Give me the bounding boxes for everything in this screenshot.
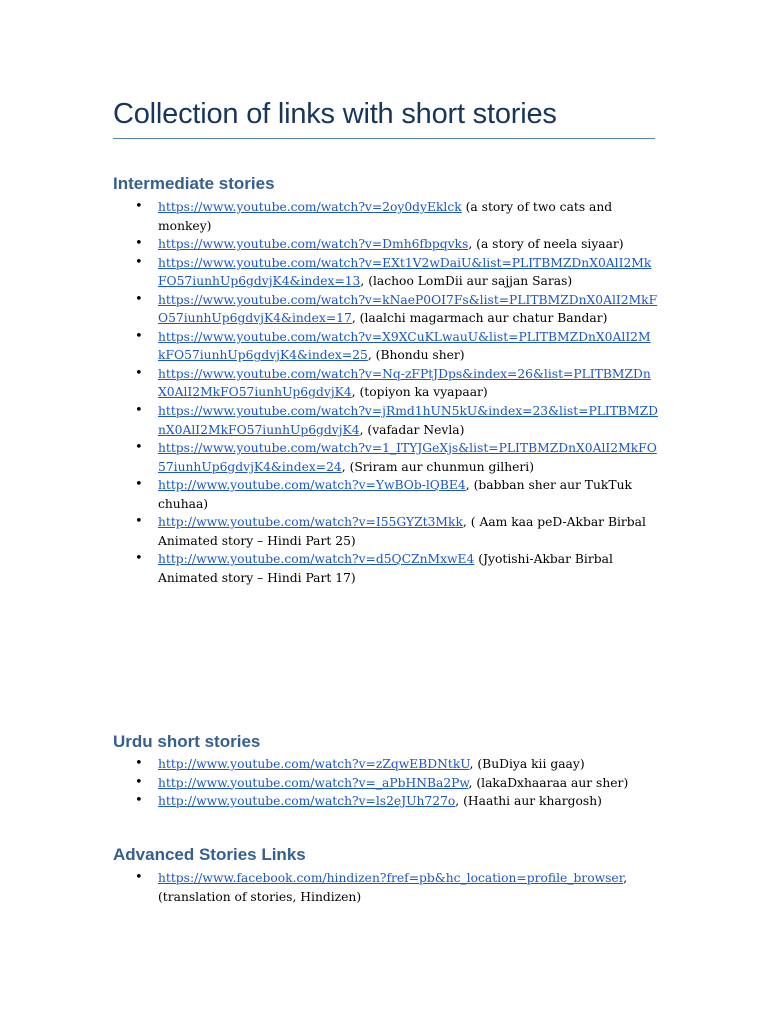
story-description: (Haathi aur khargosh) bbox=[463, 794, 602, 809]
list-item bbox=[113, 254, 658, 291]
list-item bbox=[113, 774, 658, 793]
story-description: (lakaDxhaaraa aur sher) bbox=[476, 775, 629, 790]
bullet-icon: • bbox=[135, 254, 143, 270]
story-description: (vafadar Nevla) bbox=[367, 422, 465, 437]
list-item bbox=[113, 755, 658, 774]
story-link[interactable]: https://www.youtube.com/watch?v=Dmh6fbpqvks bbox=[158, 237, 469, 252]
list-item bbox=[113, 550, 658, 587]
story-description: (Jyotishi-Akbar Birbal Animated story – Hindi Part 17) bbox=[158, 552, 613, 585]
separator: , bbox=[469, 757, 478, 771]
story-description: (lachoo LomDii aur sajjan Saras) bbox=[368, 274, 573, 289]
bullet-icon: • bbox=[135, 440, 143, 456]
separator: , bbox=[360, 274, 369, 289]
bullet-icon: • bbox=[135, 365, 143, 381]
bullet-icon: • bbox=[135, 870, 143, 885]
bullet-icon: • bbox=[135, 403, 143, 419]
story-link[interactable]: https://www.youtube.com/watch?v=X9XCuKLwauU&list=PLITBMZDnX0AlI2MkFO57iunhUp6gdvjK4&index=25 bbox=[158, 329, 651, 363]
story-link[interactable]: https://www.youtube.com/watch?v=EXt1V2wDaiU&list=PLITBMZDnX0AlI2MkFO57iunhUp6gdvjK4&index=13 bbox=[158, 255, 652, 289]
separator: , bbox=[359, 422, 368, 437]
story-description: (BuDiya kii gaay) bbox=[477, 757, 585, 771]
story-link[interactable]: https://www.youtube.com/watch?v=2oy0dyEklck bbox=[158, 200, 462, 214]
list-item bbox=[113, 235, 658, 254]
list-item bbox=[113, 198, 658, 235]
bullet-icon: • bbox=[135, 551, 143, 567]
section-heading-intermediate-stories: Intermediate stories bbox=[113, 174, 275, 193]
separator: , bbox=[367, 348, 376, 363]
separator: , bbox=[341, 459, 350, 474]
bullet-icon: • bbox=[135, 328, 143, 344]
list-item bbox=[113, 439, 658, 476]
bullet-icon: • bbox=[135, 236, 143, 252]
bullet-icon: • bbox=[135, 774, 143, 790]
story-link[interactable]: https://www.youtube.com/watch?v=jRmd1hUN5kU&index=23&list=PLITBMZDnX0AlI2MkFO57iunhUp6gdvjK4 bbox=[158, 404, 659, 437]
section-heading-urdu-short-stories: Urdu short stories bbox=[113, 732, 261, 751]
bullet-icon: • bbox=[135, 291, 143, 307]
story-link[interactable]: https://www.youtube.com/watch?v=kNaeP0OI7Fs&list=PLITBMZDnX0AlI2MkFO57iunhUp6gdvjK4&index=17 bbox=[158, 292, 658, 326]
separator: , bbox=[351, 311, 360, 326]
story-link[interactable]: https://www.youtube.com/watch?v=1_ITYJGeXjs&list=PLITBMZDnX0AlI2MkFO57iunhUp6gdvjK4&index=24 bbox=[158, 441, 657, 474]
list-item bbox=[113, 365, 658, 402]
separator: , bbox=[465, 478, 474, 493]
list-item bbox=[113, 291, 658, 328]
story-description: (laalchi magarmach aur chatur Bandar) bbox=[359, 311, 608, 326]
intermediate-stories-list bbox=[113, 198, 658, 587]
story-link[interactable]: http://www.youtube.com/watch?v=_aPbHNBa2Pw bbox=[158, 775, 469, 790]
story-description: (translation of stories, Hindizen) bbox=[158, 889, 362, 904]
story-description: ( Aam kaa peD-Akbar Birbal Animated story – Hindi Part 25) bbox=[158, 515, 646, 548]
story-description: (Sriram aur chunmun gilheri) bbox=[349, 459, 535, 474]
story-link[interactable]: http://www.youtube.com/watch?v=ls2eJUh727o bbox=[158, 794, 456, 809]
story-link[interactable]: http://www.youtube.com/watch?v=d5QCZnMxwE4 bbox=[158, 552, 475, 567]
page-title: Collection of links with short stories bbox=[113, 98, 557, 130]
urdu-short-stories-list bbox=[113, 755, 658, 811]
story-description: (a story of two cats and monkey) bbox=[158, 200, 613, 233]
bullet-icon: • bbox=[135, 756, 143, 771]
list-item bbox=[113, 792, 658, 811]
story-description: (Bhondu sher) bbox=[375, 348, 465, 363]
story-link[interactable]: http://www.youtube.com/watch?v=zZqwEBDNtkU bbox=[158, 757, 470, 771]
separator: , bbox=[468, 775, 477, 790]
story-link[interactable]: https://www.youtube.com/watch?v=Nq-zFPtJDps&index=26&list=PLITBMZDnX0AlI2MkFO57iunhUp6gdvjK4 bbox=[158, 366, 651, 400]
separator: , bbox=[468, 237, 477, 252]
story-description: (topiyon ka vyapaar) bbox=[359, 385, 488, 400]
list-item bbox=[113, 328, 658, 365]
separator: , bbox=[351, 385, 360, 400]
story-link[interactable]: http://www.youtube.com/watch?v=YwBOb-lQBE4 bbox=[158, 478, 466, 493]
separator: , bbox=[455, 794, 464, 809]
advanced-stories-list bbox=[113, 869, 658, 906]
section-heading-advanced-stories-links: Advanced Stories Links bbox=[113, 845, 306, 864]
story-link[interactable]: http://www.youtube.com/watch?v=I55GYZt3Mkk bbox=[158, 515, 463, 530]
story-description: (a story of neela siyaar) bbox=[476, 237, 624, 252]
bullet-icon: • bbox=[135, 793, 143, 809]
list-item bbox=[113, 476, 658, 513]
title-underline-divider bbox=[113, 138, 655, 139]
story-description: (babban sher aur TukTuk chuhaa) bbox=[158, 478, 632, 511]
separator: , bbox=[623, 871, 628, 885]
bullet-icon: • bbox=[135, 514, 143, 530]
bullet-icon: • bbox=[135, 199, 143, 214]
list-item bbox=[113, 513, 658, 550]
bullet-icon: • bbox=[135, 477, 143, 493]
separator: , bbox=[462, 515, 471, 530]
list-item bbox=[113, 402, 658, 439]
story-link[interactable]: https://www.facebook.com/hindizen?fref=pb&hc_location=profile_browser bbox=[158, 871, 624, 885]
list-item bbox=[113, 869, 658, 906]
